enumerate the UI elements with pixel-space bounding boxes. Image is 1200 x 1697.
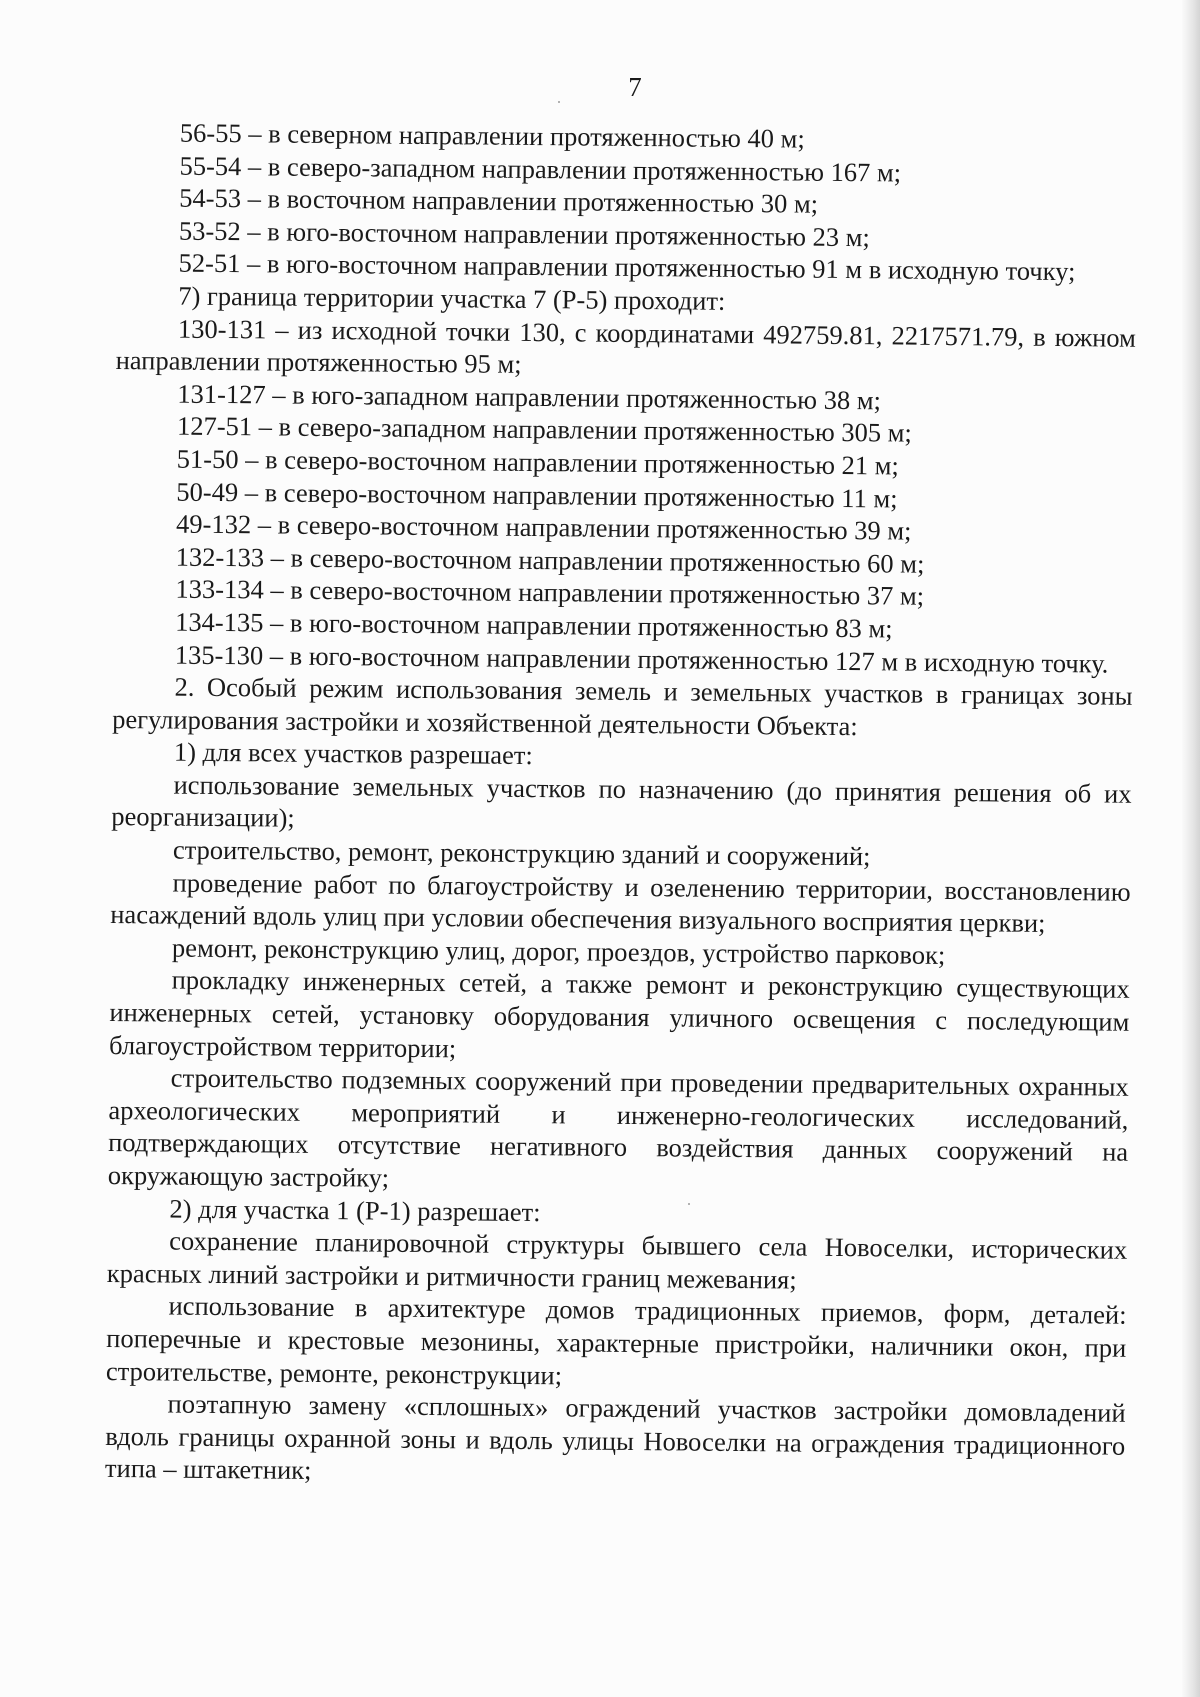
item-roads: ремонт, реконструкцию улиц, дорог, проездов, устройство парковок; [171, 932, 946, 970]
segment-134-135: 134-135 – в юго-восточном направлении протяженностью 83 м; [175, 606, 893, 644]
plot-1-heading: 2) для участка 1 (Р-1) разрешает: [169, 1193, 541, 1227]
item-landscaping: проведение работ по благоустройству и озеленению территории, восстановлению насаждений вдоль улиц при условии обеспечения визуального восприятия церкви; [110, 867, 1131, 939]
segment-133-134: 133-134 – в северо-восточном направлении протяженностью 37 м; [175, 573, 925, 612]
segment-127-51: 127-51 – в северо-западном направлении протяженностью 305 м; [176, 410, 912, 448]
item-underground: строительство подземных сооружений при проведении предварительных охранных археологических мероприятий и инженерно-геологических исследований, подтверждающих отсутствие негативного воздействия данных сооружений на окружающую застройку; [107, 1062, 1129, 1193]
segment-130-131: 130-131 – из исходной точки 130, с координатами 492759.81, 2217571.79, в южном направлении протяженностью 95 м; [115, 313, 1137, 380]
segment-135-130: 135-130 – в юго-восточном направлении протяженностью 127 м в исходную точку. [174, 639, 1109, 679]
document-body [105, 116, 1138, 1495]
scan-speck [558, 101, 560, 103]
segment-56-55: 56-55 – в северном направлении протяженностью 40 м; [179, 117, 805, 154]
segment-51-50: 51-50 – в северо-восточном направлении протяженностью 21 м; [176, 443, 899, 481]
segment-132-133: 132-133 – в северо-восточном направлении протяженностью 60 м; [175, 541, 925, 579]
section-2-heading: 2. Особый режим использования земель и земельных участков в границах зоны регулирования застройки и хозяйственной деятельности Объекта: [112, 671, 1133, 741]
all-plots-heading: 1) для всех участков разрешает: [173, 736, 533, 771]
segment-49-132: 49-132 – в северо-восточном направлении протяженностью 39 м; [175, 508, 912, 546]
item-planning-structure: сохранение планировочной структуры бывшего села Новоселки, исторических красных линий застройки и ритмичности границ межевания; [106, 1225, 1128, 1295]
segment-54-53: 54-53 – в восточном направлении протяженностью 30 м; [179, 182, 819, 219]
scan-edge-shadow [1182, 0, 1200, 1697]
segment-52-51: 52-51 – в юго-восточном направлении протяженностью 91 м в исходную точку; [178, 247, 1076, 287]
scan-speck [688, 1203, 690, 1205]
plot-7-heading: 7) граница территории участка 7 (Р-5) проходит: [178, 280, 726, 316]
page-number: 7 [628, 72, 642, 102]
segment-55-54: 55-54 – в северо-западном направлении протяженностью 167 м; [179, 150, 902, 188]
item-utilities: прокладку инженерных сетей, а также ремонт и реконструкцию существующих инженерных сетей, установку оборудования уличного освещения с последующим благоустройством территории; [108, 964, 1130, 1063]
item-fences: поэтапную замену «сплошных» ограждений участков застройки домовладений вдоль границы охранной зоны и вдоль улицы Новоселки на ограждения традиционного типа – штакетник; [104, 1388, 1126, 1486]
segment-53-52: 53-52 – в юго-восточном направлении протяженностью 23 м; [178, 215, 870, 253]
item-architecture: использование в архитектуре домов традиционных приемов, форм, деталей: поперечные и крестовые мезонины, характерные пристройки, наличники окон, при строительстве, ремонте, реконструкции; [105, 1290, 1127, 1390]
segment-50-49: 50-49 – в северо-восточном направлении протяженностью 11 м; [176, 476, 898, 514]
segment-131-127: 131-127 – в юго-западном направлении протяженностью 38 м; [177, 378, 882, 416]
item-land-use: использование земельных участков по назначению (до принятия решения об их реорганизации); [111, 769, 1132, 834]
item-construction: строительство, ремонт, реконструкцию зданий и сооружений; [172, 834, 871, 872]
